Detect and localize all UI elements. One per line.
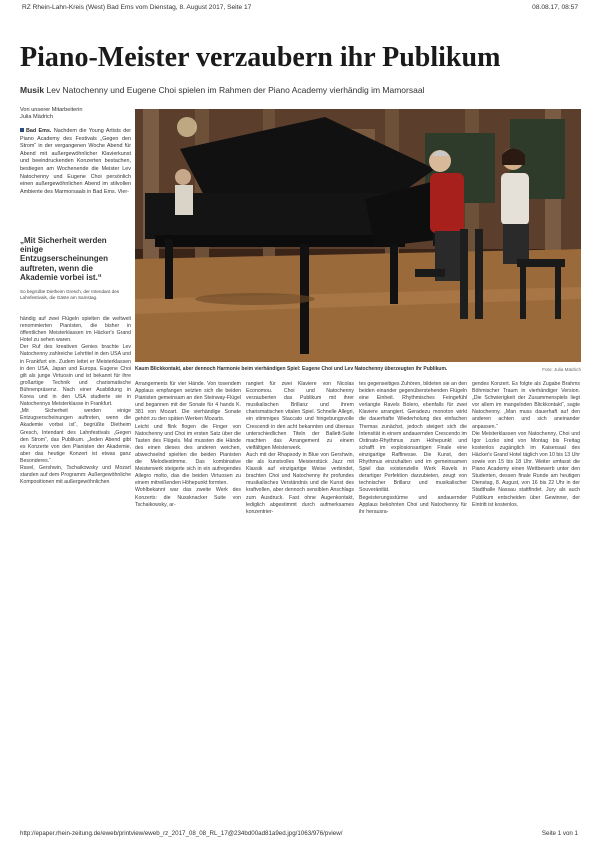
photo-credit: Foto: Julia Mädrich <box>542 367 581 372</box>
print-datetime: 08.08.17, 08:57 <box>532 4 578 11</box>
article-headline: Piano-Meister verzaubern ihr Publikum <box>20 42 501 73</box>
dateline-square-icon <box>20 128 24 132</box>
lead-paragraph <box>20 128 131 196</box>
photo-caption: Kaum Blickkontakt, aber dennoch Harmonie beim vierhändigen Spiel: Eugene Choi und Lev Natochenny überzeugten ihr Publikum. <box>135 366 448 372</box>
byline-intro: Von unserer Mitarbeiterin <box>20 107 83 113</box>
byline <box>20 107 83 121</box>
concert-photo-illustration <box>135 109 581 362</box>
pull-quote-source: So begrüßte Dietheim Gresch, der Intendant des Lahnfestivals, die Gäste am Samstag. <box>20 289 120 300</box>
pull-quote: „Mit Sicherheit werden einige Entzugserscheinungen auftreten, wenn die Akademie vorbei ist.“ <box>20 236 109 282</box>
article-column-4: tes gegenseitiges Zuhören, bildeten sie an den beiden einander gegenüberstehenden Flügeln eine Einheit. Rhythmisches Feingefühl verlangte Ravels Bolero, ebenfalls für zwei Klaviere arrangiert. Geradezu monoton wirkt die dauerhafte Wiederholung des einfachen Themas zunächst, jedoch steigert sich die Intensität in einem andauernden Crescendo im Ostinato-Rhythmus zum Höhepunkt und schafft im explosionsartigen Finale eine einzigartige Raffinesse. Die Kunst, den Rhythmus einzuhalten und im gemeinsamen Spiel das existenzielle Werk Ravels in derartiger Perfektion darzubieten, zeugt von technischer Brillanz und musikalischer Souveränität. Begeisterungsstürme und andauernder Applaus bekohnten Choi und Natochenny für ihr herausra- <box>359 381 467 515</box>
lead-text: Nachdem die Young Artists der Piano Academy des Festivals „Gegen den Strom“ in der vergangenen Woche Abend für Abend mit außergewöhnlicher Klavierkunst und beeindruckenden Konzerten bestachen, bestiegen am Wochenende die Meister Lev Natochenny und Eugene Choi persönlich einen außergewöhnlichen Abend im stilvollen Ambiente des Marmorsaals in Bad Ems. Vier- <box>20 128 131 195</box>
byline-author: Julia Mädrich <box>20 114 53 121</box>
deck-text: Lev Natochenny und Eugene Choi spielen im Rahmen der Piano Academy vierhändig im Mamorsaal <box>46 85 425 95</box>
concert-photo <box>135 109 581 362</box>
article-deck <box>20 85 424 95</box>
print-url-link[interactable]: http://epaper.rhein-zeitung.de/eweb/printview/eweb_rz_2017_08_08_RL_17@234bd00ad81a9ed.jpg/1063/976/pview/ <box>20 830 343 837</box>
newspaper-source-line: RZ Rhein-Lahn-Kreis (West) Bad Ems vom Dienstag, 8. August 2017, Seite 17 <box>22 4 252 11</box>
article-column-3: rangiert für zwei Klaviere von Nicolas Economou. Choi und Natochenny verzauberten das Publikum mit ihrer musikalischen Brillanz und ihrem charismatischen vitalen Spiel. Schnelle Allegri, ein stimmiges Staccato und hingebungsvolle Crescendi in den acht bekannten und überaus unterschiedlichen Titeln der Ballett-Suite machten das Arrangement zu einem vielfältigen Meisterwerk. Auch mit der Rhapsody in Blue von Gershwin, die als kunstvolles Meisterstück Jazz mit Klassik auf einzigartige Weise verbindet, brachten Choi und Natochenny ihr profundes musikalisches Verständnis und die Kunst des kraftvollen, aber dennoch sensiblen Anschlags zum Ausdruck. Fast ohne Augenkontakt, lediglich abgestimmt durch aufmerksames konzentrier- <box>246 381 354 515</box>
article-column-2: Arrangements für vier Hände. Von tosendem Applaus empfangen setzten sich die beiden Pianisten gemeinsam an den Steinway-Flügel und begannen mit der Sonate für 4 hands K. 381 von Mozart. Die vierhändige Sonate gehört zu den späten Werken Mozarts. Leicht und flink flogen die Finger von Natochenny und Choi im ersten Satz über die Tasten des Flügels. Mal mussten die Hände des einen dieses des anderen weichen, abwechselnd spielten die beiden Pianisten die Melodiestimme. Das kombinative Meisterwerk steigerte sich in ein aufregendes Allegro molto, das die beiden Virtuosen zu einem mitreißenden Höhepunkt formten. Wohlbekannt war das zweite Werk des Konzerts: die Nussknacker Suite von Tschaikowsky, ar- <box>135 381 241 508</box>
deck-label: Musik <box>20 85 45 95</box>
page-count: Seite 1 von 1 <box>541 830 578 837</box>
article-column-1: händig auf zwei Flügeln spielten die weltweit renommierten Pianisten, die bisher in öffentlichen Meisterklassen im Häcker's Grand Hotel zu sehen waren. Der Ruf des kreativen Genies brachte Lev Natochenny zahlreiche Lehrtitel in den USA und in Frankfurt ein. Zudem leitet er Meisterklassen in den USA, Japan und Europa. Eugene Choi gilt als junge Virtuosin und ist bekannt für ihre großartige Technik und charismatische Bühnenpräsenz. Nach einer Ausbildung in Korea und in den USA studierte sie in Natochennys Meisterklasse in Frankfurt. „Mit Sicherheit werden einige Entzugserscheinungen auftreten, wenn die Akademie vorbei ist“, begrüßte Dietheim Gresch, Intendant des Lahnfestivals „Gegen den Strom“, das Publikum. „Jeden Abend gibt es Konzerte von den Pianisten der Akademie, aber das heutige Konzert ist etwas ganz Besonderes.“ Ravel, Gershwin, Tschaikowsky und Mozart standen auf dem Programm: Außergewöhnliche Kompositionen mit außergewöhnlichen <box>20 316 131 486</box>
article-column-5: gendes Konzert. Es folgte als Zugabe Brahms Böhmischer Traum in vierhändiger Version. „Die Schwierigkeit der Zusammenspiels liegt vor allem im mangelnden Blickkontakt“, sagte Natochenny. „Man muss dauerhaft auf den anderen achten und sich aneinander anpassen.“ Die Meisterklassen von Natochenny, Choi und Igor Lozko sind von Montag bis Freitag kostenlos zugänglich im Kaisersaal des Häcker's Grand Hotel täglich von 10 bis 13 Uhr sowie von 15 bis 18 Uhr. Weiter umfasst die Piano Academy einen Wettbewerb unter den Studenten, dessen finale Runde am heutigen Dienstag, 8. August, von 16 bis 22 Uhr in der Stadthalle Nassau stattfindet. Jury als auch Publikum entscheiden über Gewinner, der Eintritt ist kostenlos. <box>472 381 580 508</box>
dateline: Bad Ems. <box>26 128 52 134</box>
